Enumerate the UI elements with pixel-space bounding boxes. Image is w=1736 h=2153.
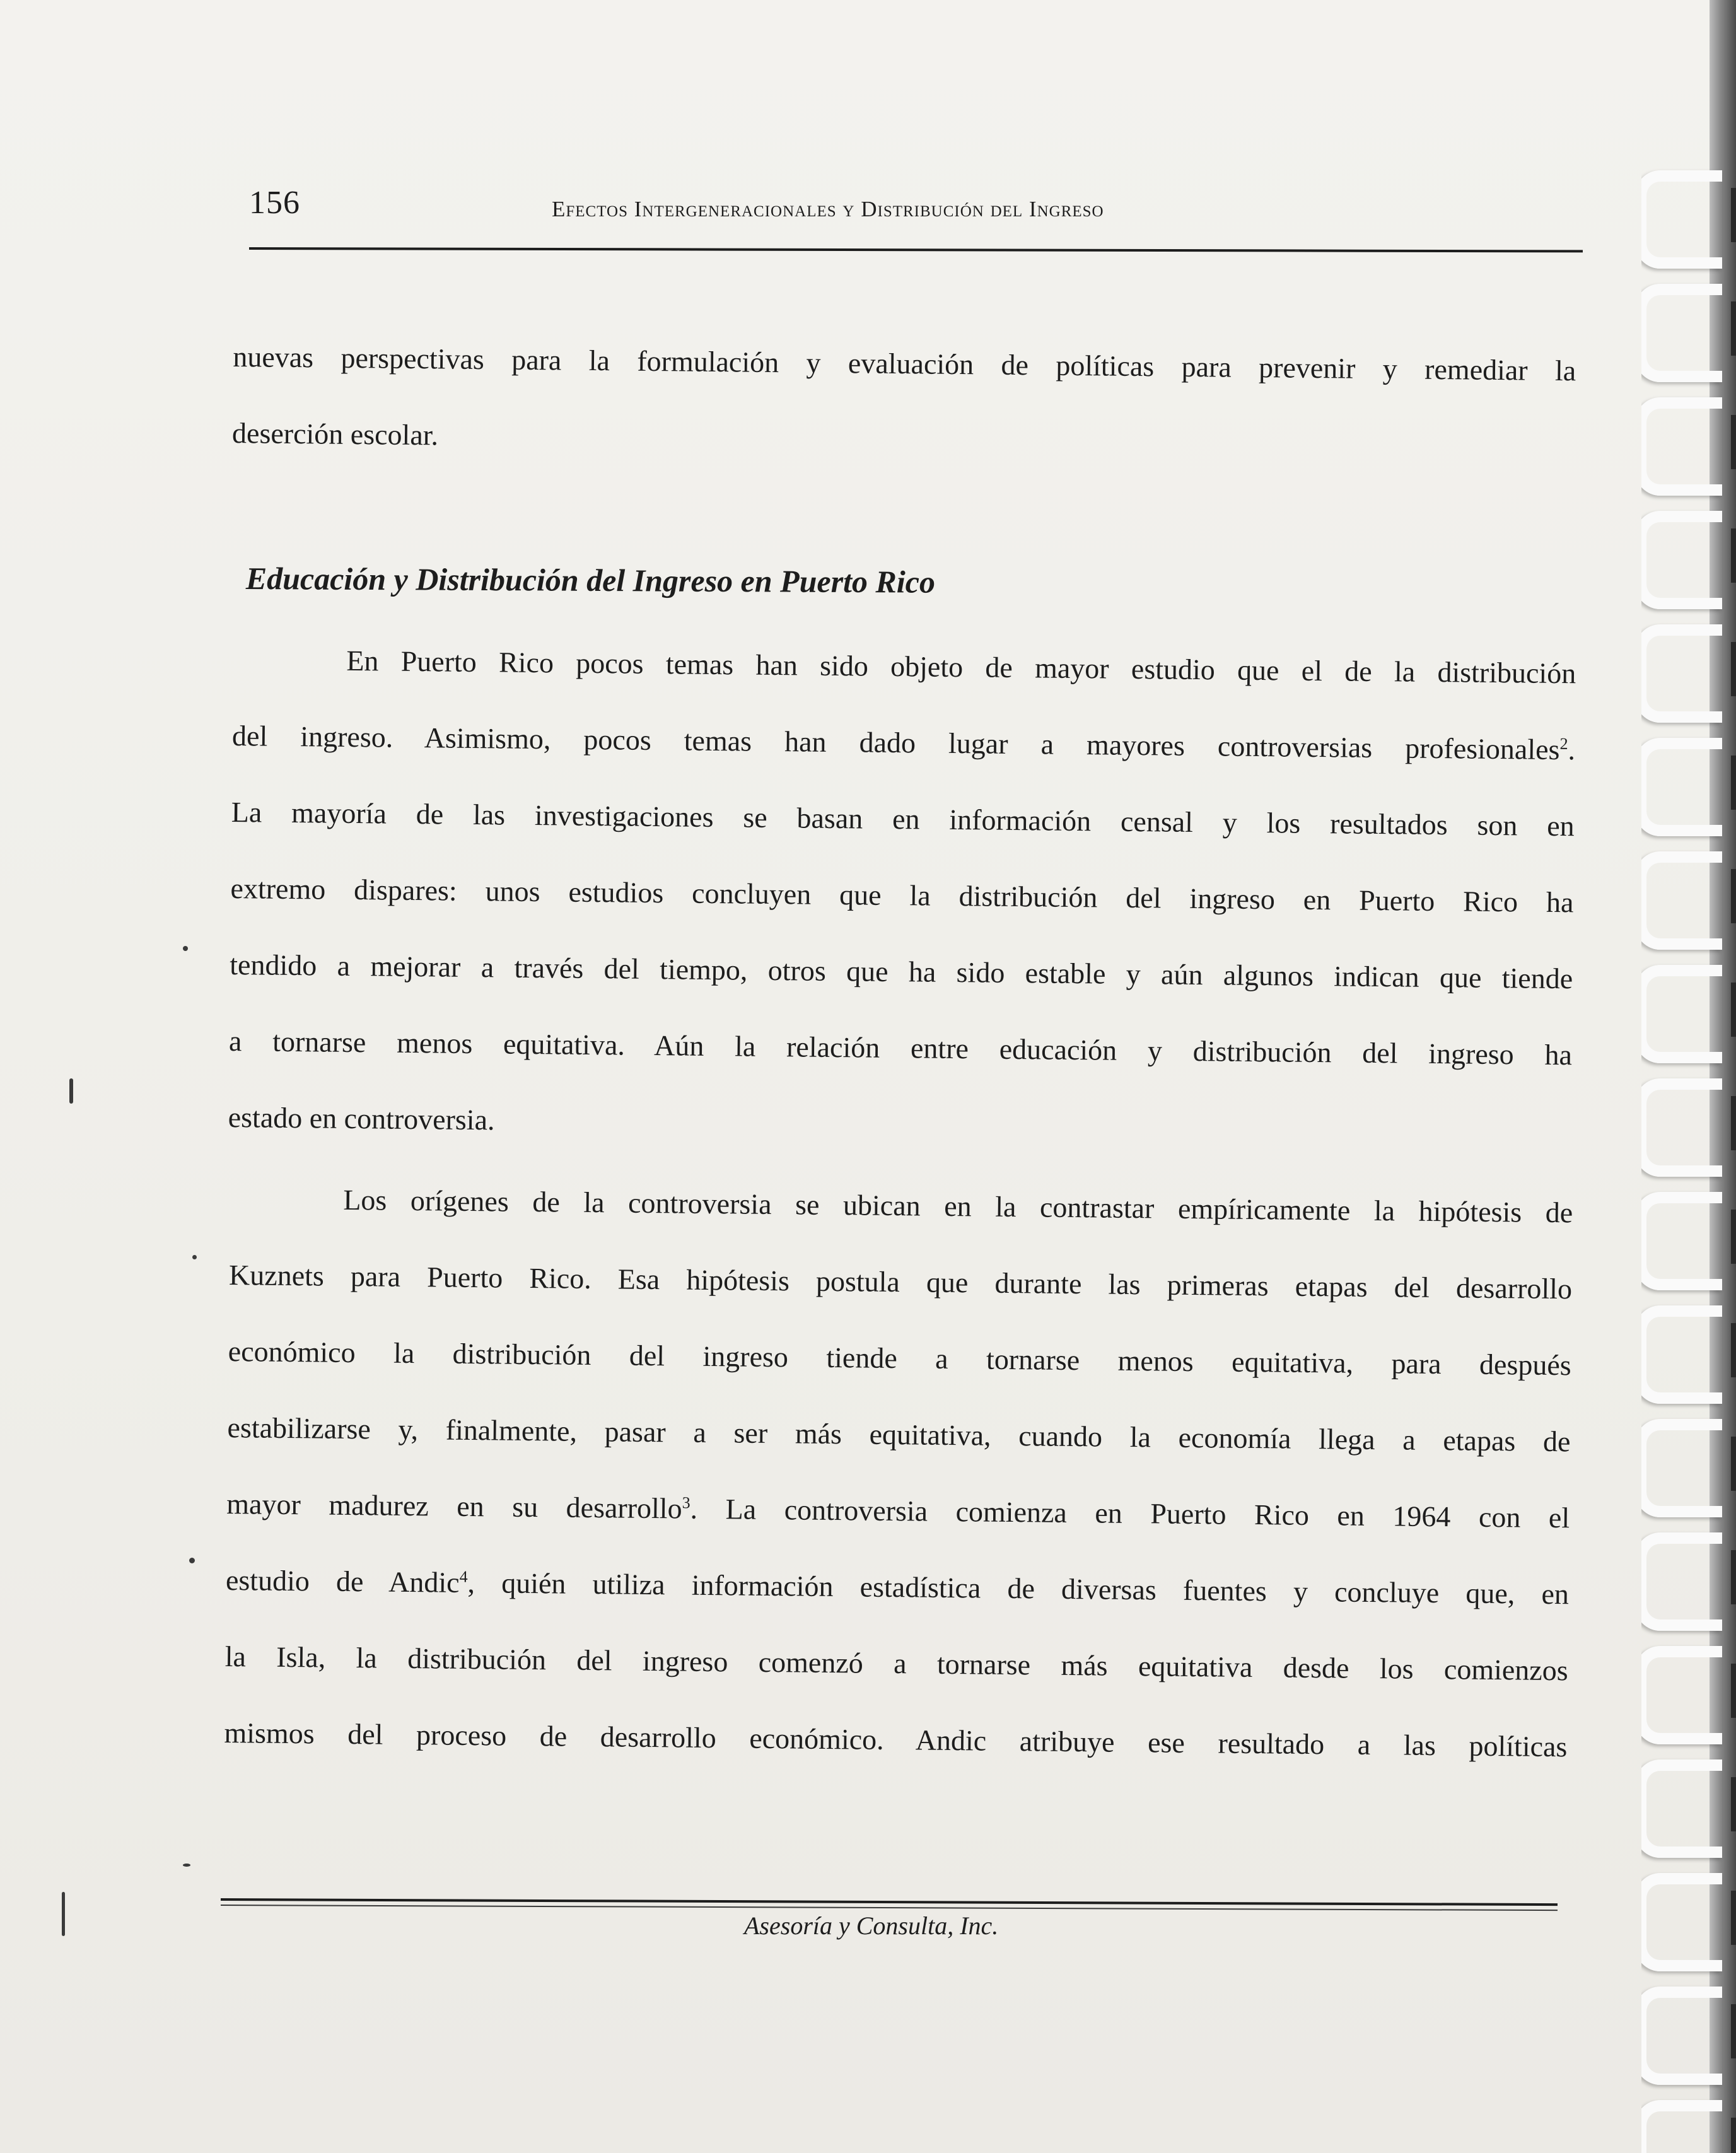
binding-loop [1641, 965, 1722, 1063]
text-line [226, 1466, 1570, 1556]
text-line: La mayoría de las investigaciones se basan en información censal y los resultados son en [231, 795, 1575, 843]
running-title: Efectos Intergeneracionales y Distribución del Ingreso [552, 197, 1104, 221]
binding-loop [1641, 1646, 1722, 1744]
binding-loop [1641, 1305, 1722, 1404]
text-line: tendido a mejorar a través del tiempo, otros que ha sido estable y aún algunos indican que tiende [230, 948, 1573, 995]
binding-loop [1641, 851, 1722, 950]
text-segment: estudio de Andic [225, 1563, 460, 1599]
binding-loop [1641, 397, 1722, 496]
text-line: Los orígenes de la controversia se ubican en la contrastar empíricamente la hipótesis de [343, 1183, 1573, 1229]
spiral-binding [1641, 0, 1736, 2153]
text-line: En Puerto Rico pocos temas han sido objeto de mayor estudio que el de la distribución [346, 644, 1576, 690]
text-line: estabilizarse y, finalmente, pasar a ser más equitativa, cuando la economía llega a etapas de [227, 1411, 1571, 1458]
binding-loop [1641, 284, 1722, 382]
binding-loop [1641, 170, 1722, 269]
section-heading: Educación y Distribución del Ingreso en Puerto Rico [245, 561, 936, 600]
text-line: deserción escolar. [231, 416, 439, 452]
scan-speck [183, 1864, 190, 1867]
text-line [225, 1542, 1569, 1632]
binding-loop [1641, 1987, 1722, 2085]
footer-publisher: Asesoría y Consulta, Inc. [744, 1911, 999, 1940]
binding-loop [1641, 1078, 1722, 1177]
text-line: nuevas perspectivas para la formulación y evaluación de políticas para prevenir y remediar la [233, 340, 1576, 387]
binding-loop [1641, 1873, 1722, 1971]
text-segment: . [1568, 733, 1576, 766]
binding-loop [1641, 511, 1722, 609]
paragraph-1 [228, 621, 1576, 1169]
binding-loop [1641, 1419, 1722, 1517]
page-number: 156 [249, 185, 300, 221]
binding-loop [1641, 1192, 1722, 1290]
scan-speck [62, 1892, 65, 1936]
scan-speck [189, 1558, 195, 1563]
text-line: económico la distribución del ingreso tiende a tornarse menos equitativa, para después [228, 1334, 1571, 1382]
footnote-ref: 2 [1559, 734, 1568, 753]
binding-loop [1641, 624, 1722, 723]
binding-loop [1641, 2100, 1722, 2153]
text-segment: mayor madurez en su desarrollo [226, 1487, 682, 1525]
scan-speck [192, 1255, 197, 1259]
text-line: estado en controversia. [228, 1100, 495, 1136]
intro-paragraph [231, 318, 1576, 485]
page-header [249, 184, 1586, 235]
scan-speck [69, 1078, 73, 1104]
scan-speck [183, 946, 188, 951]
header-rule [249, 247, 1583, 252]
paragraph-2 [224, 1160, 1573, 1785]
text-line [231, 697, 1575, 788]
footer-rule-thin [221, 1905, 1558, 1911]
text-line: la Isla, la distribución del ingreso comenzó a tornarse más equitativa desde los comienzos [224, 1640, 1568, 1687]
footnote-ref: 3 [682, 1493, 690, 1512]
text-segment: , quién utiliza información estadística de diversas fuentes y concluye que, en [467, 1566, 1570, 1611]
footnote-ref: 4 [459, 1567, 468, 1586]
text-line: extremo dispares: unos estudios concluyen que la distribución del ingreso en Puerto Rico ha [230, 872, 1574, 919]
binding-loop [1641, 1532, 1722, 1631]
text-segment: . La controversia comienza en Puerto Rico en 1964 con el [690, 1492, 1570, 1534]
text-line: a tornarse menos equitativa. Aún la relación entre educación y distribución del ingreso ha [228, 1024, 1573, 1071]
binding-loop [1641, 738, 1722, 836]
binding-loop [1641, 1759, 1722, 1858]
text-line: Kuznets para Puerto Rico. Esa hipótesis postula que durante las primeras etapas del desarrollo [228, 1258, 1573, 1305]
text-line: mismos del proceso de desarrollo económico. Andic atribuye ese resultado a las políticas [224, 1716, 1568, 1763]
text-segment: del ingreso. Asimismo, pocos temas han dado lugar a mayores controversias profesionales [231, 719, 1560, 766]
